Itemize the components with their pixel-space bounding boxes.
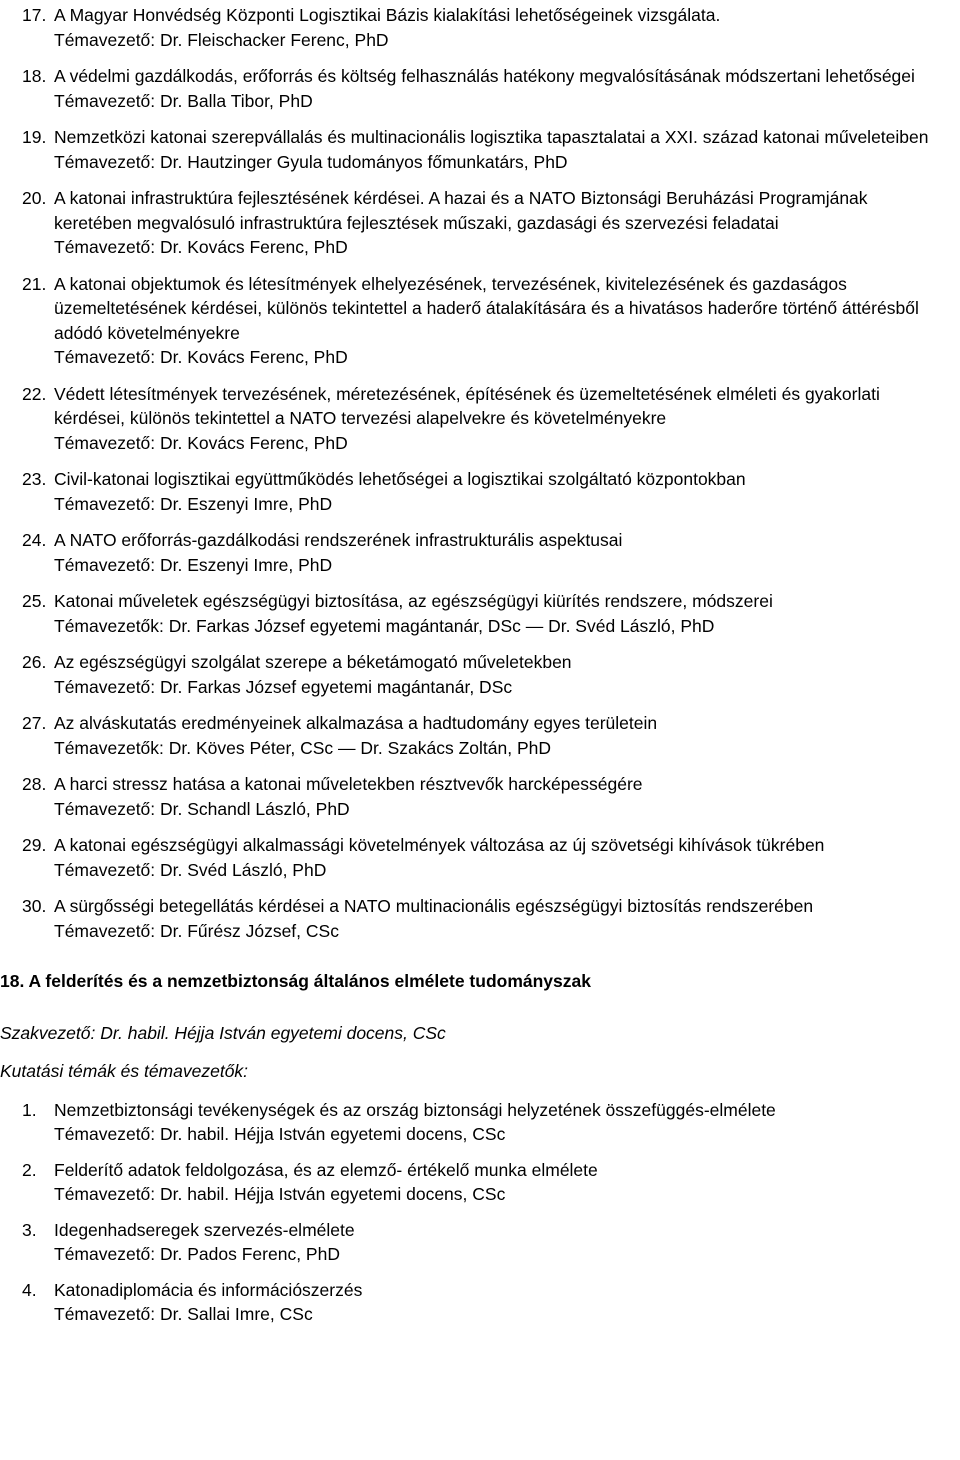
list-item: [0, 589, 930, 638]
topic-number: 3.: [22, 1219, 37, 1240]
topic-number: 17.: [22, 5, 47, 25]
list-item: [0, 64, 930, 113]
list-item: [0, 1218, 930, 1267]
topic-title: Felderítő adatok feldolgozása, és az elemző- értékelő munka elmélete: [54, 1159, 598, 1180]
list-item: [0, 1278, 930, 1327]
topic-number: 18.: [22, 66, 47, 86]
topic-number: 22.: [22, 383, 47, 404]
topic-title: Nemzetközi katonai szerepvállalás és multinacionális logisztika tapasztalatai a XXI. század katonai műveleteiben: [54, 127, 929, 147]
list-item: [0, 772, 930, 821]
topic-title: A harci stressz hatása a katonai műveletekben résztvevők harcképességére: [54, 774, 643, 794]
list-item: [0, 1098, 930, 1147]
topic-number: 26.: [22, 652, 47, 672]
list-item: [0, 833, 930, 882]
topic-number: 4.: [22, 1279, 37, 1300]
section-felderites: [0, 969, 930, 1327]
topics-label: Kutatási témák és témavezetők:: [0, 1061, 249, 1081]
topic-number: 1.: [22, 1099, 37, 1120]
topic-number: 23.: [22, 469, 47, 489]
topic-supervisor: Témavezető: Dr. Hautzinger Gyula tudományos főmunkatárs, PhD: [54, 151, 568, 172]
topic-supervisor: Témavezető: Dr. Eszenyi Imre, PhD: [54, 554, 333, 575]
list-item: [0, 3, 930, 52]
topic-supervisor: Témavezető: Dr. Fűrész József, CSc: [54, 920, 339, 941]
topic-supervisor: Témavezető: Dr. Eszenyi Imre, PhD: [54, 493, 333, 514]
topic-supervisor: Témavezető: Dr. Farkas József egyetemi magántanár, DSc: [54, 676, 513, 697]
topic-supervisor: Témavezető: Dr. Svéd László, PhD: [54, 859, 327, 880]
topic-supervisor: Témavezető: Dr. Kovács Ferenc, PhD: [54, 347, 348, 367]
topic-number: 19.: [22, 127, 47, 147]
section-lead: Szakvezető: Dr. habil. Héjja István egyetemi docens, CSc: [0, 1022, 446, 1043]
topic-title: Katonai műveletek egészségügyi biztosítása, az egészségügyi kiürítés rendszere, módszerei: [54, 591, 773, 611]
list-item: [0, 467, 930, 516]
topic-number: 20.: [22, 188, 47, 208]
topic-number: 21.: [22, 273, 47, 294]
topic-title: A sürgősségi betegellátás kérdései a NATO multinacionális egészségügyi biztosítás rendszerében: [54, 896, 814, 916]
topic-title: Idegenhadseregek szervezés-elmélete: [54, 1219, 355, 1240]
topic-title: Nemzetbiztonsági tevékenységek és az ország biztonsági helyzetének összefüggés-elmélete: [54, 1099, 776, 1120]
topic-number: 28.: [22, 774, 47, 794]
list-item: [0, 1158, 930, 1207]
topic-supervisor: Témavezető: Dr. Fleischacker Ferenc, PhD: [54, 29, 389, 50]
topic-title: A katonai egészségügyi alkalmassági követelmények változása az új szövetségi kihívások tükrében: [54, 835, 825, 855]
topic-title: Az egészségügyi szolgálat szerepe a béketámogató műveletekben: [54, 652, 572, 672]
topic-title: A NATO erőforrás-gazdálkodási rendszerének infrastrukturális aspektusai: [54, 530, 623, 550]
topic-number: 27.: [22, 713, 47, 733]
topic-title: A Magyar Honvédség Központi Logisztikai Bázis kialakítási lehetőségeinek vizsgálata.: [54, 5, 721, 25]
list-item: [0, 125, 930, 174]
topic-title: A katonai objektumok és létesítmények elhelyezésének, tervezésének, kivitelezésének és gazdaságos üzemeltetésének kérdései, különös tekintettel a haderő átalakítására és a hivatásos haderőre történő áttérésből adódó követelményekre: [54, 273, 919, 343]
topic-list-part1: [0, 3, 930, 943]
topic-supervisor: Témavezető: Dr. Pados Ferenc, PhD: [54, 1244, 340, 1264]
topic-supervisor: Témavezetők: Dr. Köves Péter, CSc — Dr. Szakács Zoltán, PhD: [54, 737, 551, 758]
topic-title: Az alváskutatás eredményeinek alkalmazása a hadtudomány egyes területein: [54, 713, 658, 733]
topic-title: A katonai infrastruktúra fejlesztésének kérdései. A hazai és a NATO Biztonsági Beruházási Programjának keretében megvalósuló infrastruktúra fejlesztések műszaki, gazdasági és szervezési feladatai: [54, 188, 868, 233]
topic-supervisor: Témavezető: Dr. Kovács Ferenc, PhD: [54, 237, 348, 257]
topic-number: 24.: [22, 530, 47, 550]
topic-number: 29.: [22, 835, 47, 855]
topic-title: Védett létesítmények tervezésének, méretezésének, építésének és üzemeltetésének elméleti és gyakorlati kérdései, különös tekintettel a NATO tervezési alapelvekre és követelményekre: [54, 383, 880, 428]
topic-supervisor: Témavezető: Dr. habil. Héjja István egyetemi docens, CSc: [54, 1184, 506, 1204]
topic-supervisor: Témavezető: Dr. habil. Héjja István egyetemi docens, CSc: [54, 1124, 506, 1144]
topic-title: A védelmi gazdálkodás, erőforrás és költség felhasználás hatékony megvalósításának módszertani lehetőségei: [54, 66, 915, 86]
topic-supervisor: Témavezető: Dr. Sallai Imre, CSc: [54, 1304, 313, 1324]
topic-supervisor: Témavezető: Dr. Balla Tibor, PhD: [54, 90, 313, 111]
topic-title: Katonadiplomácia és információszerzés: [54, 1279, 363, 1300]
section-heading: 18. A felderítés és a nemzetbiztonság általános elmélete tudományszak: [0, 971, 591, 991]
topic-number: 2.: [22, 1159, 37, 1180]
list-item: [0, 382, 930, 456]
list-item: [0, 650, 930, 699]
list-item: [0, 894, 930, 943]
topic-title: Civil-katonai logisztikai együttműködés lehetőségei a logisztikai szolgáltató központokban: [54, 469, 746, 489]
topic-number: 25.: [22, 591, 47, 611]
list-item: [0, 711, 930, 760]
topic-supervisor: Témavezető: Dr. Schandl László, PhD: [54, 798, 350, 819]
topic-supervisor: Témavezető: Dr. Kovács Ferenc, PhD: [54, 432, 348, 453]
list-item: [0, 272, 930, 370]
list-item: [0, 528, 930, 577]
list-item: [0, 186, 930, 260]
topic-supervisor: Témavezetők: Dr. Farkas József egyetemi magántanár, DSc — Dr. Svéd László, PhD: [54, 615, 715, 636]
topic-number: 30.: [22, 896, 47, 916]
